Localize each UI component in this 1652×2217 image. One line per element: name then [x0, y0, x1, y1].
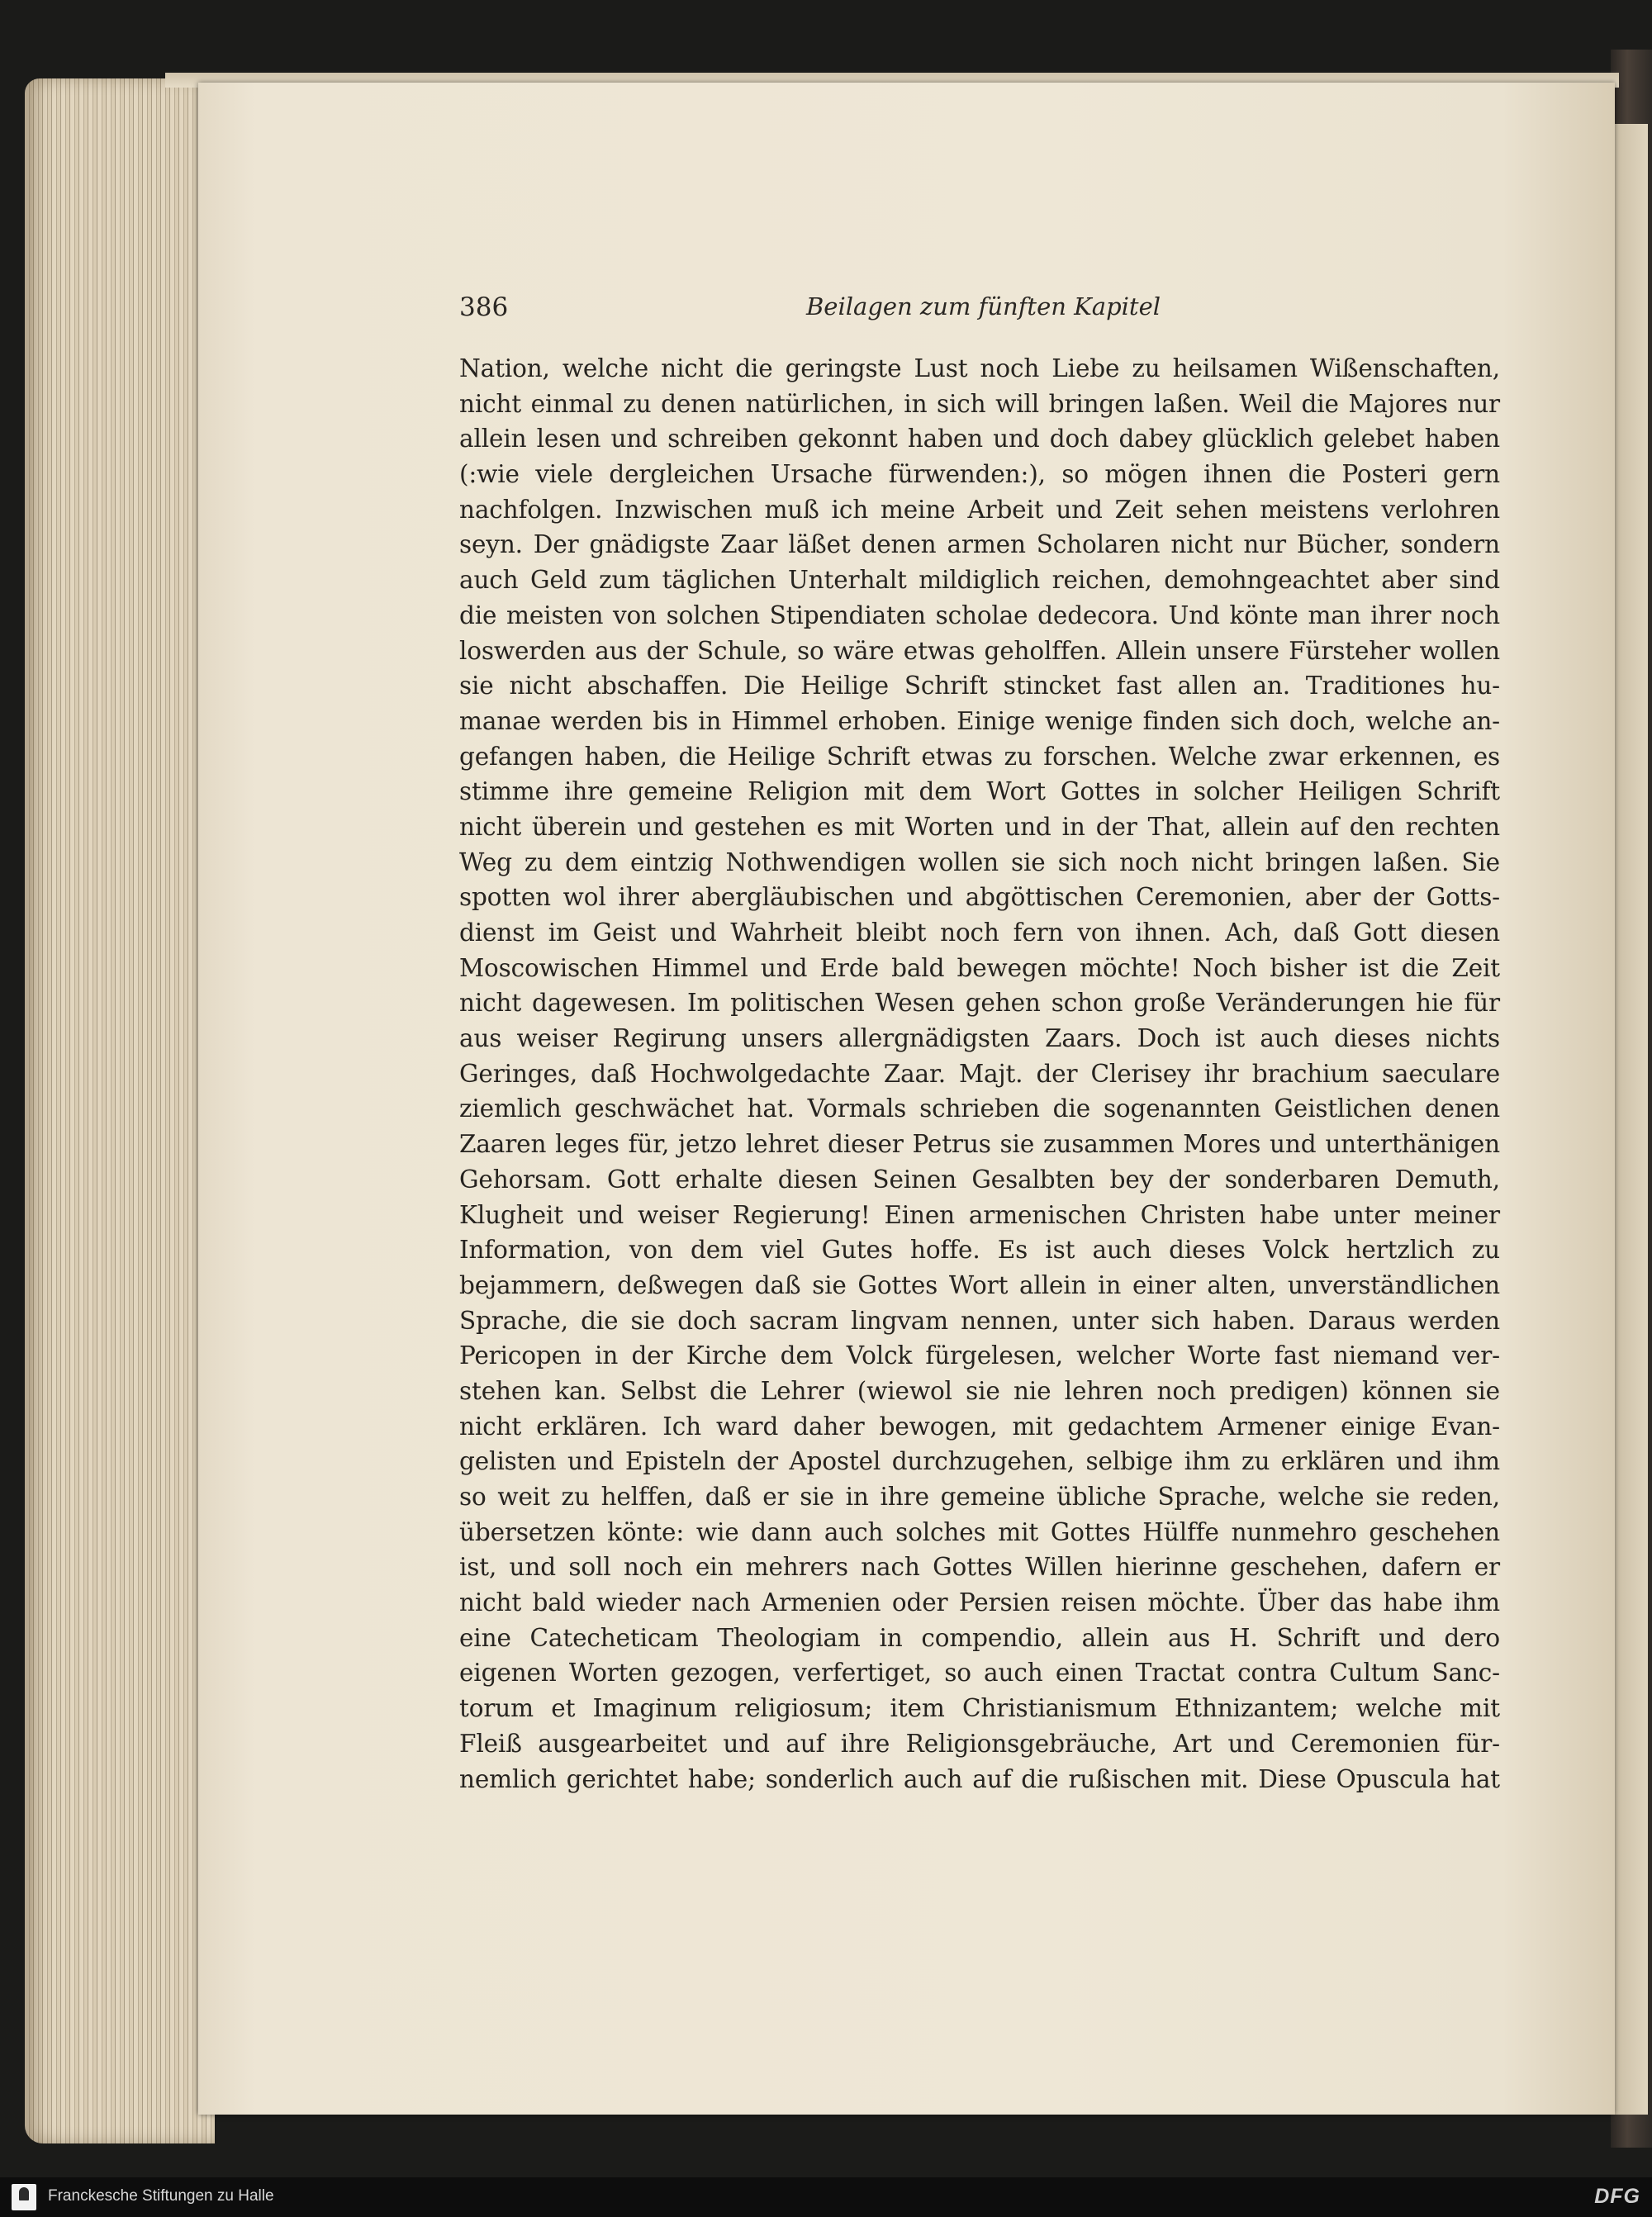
- text-line: Nation, welche nicht die geringste Lust noch Liebe zu heilsamen Wißenschaften,: [459, 354, 1500, 382]
- text-line: eigenen Worten gezogen, verfertiget, so auch einen Tractat contra Cultum Sanc-: [459, 1659, 1500, 1688]
- text-line: nemlich gerichtet habe; sonderlich auch auf die rußischen mit. Diese Opuscula hat: [459, 1764, 1500, 1793]
- text-line: die meisten von solchen Stipendiaten scholae dedecora. Und könte man ihrer noch: [459, 601, 1500, 629]
- text-line: übersetzen könte: wie dann auch solches mit Gottes Hülffe nunmehro geschehen: [459, 1517, 1500, 1546]
- text-line: allein lesen und schreiben gekonnt haben und doch dabey glücklich gelebet haben: [459, 425, 1500, 453]
- text-line: torum et Imaginum religiosum; item Christianismum Ethnizantem; welche mit: [459, 1694, 1500, 1723]
- text-line: eine Catecheticam Theologiam in compendio, allein aus H. Schrift und dero: [459, 1623, 1500, 1652]
- text-line: Weg zu dem eintzig Nothwendigen wollen sie sich noch nicht bringen laßen. Sie: [459, 847, 1500, 876]
- text-line: so weit zu helffen, daß er sie in ihre gemeine übliche Sprache, welche sie reden,: [459, 1483, 1500, 1511]
- text-line: nicht erklären. Ich ward daher bewogen, mit gedachtem Armener einige Evan-: [459, 1412, 1500, 1441]
- text-line: ziemlich geschwächet hat. Vormals schrieben die sogenannten Geistlichen denen: [459, 1094, 1500, 1123]
- text-line: gelisten und Episteln der Apostel durchzugehen, selbige ihm zu erklären und ihm: [459, 1447, 1500, 1476]
- page-edges: [25, 78, 215, 2143]
- text-line: auch Geld zum täglichen Unterhalt mildiglich reichen, demohngeachtet aber sind: [459, 566, 1500, 595]
- page-number: 386: [459, 292, 509, 322]
- text-line: dienst im Geist und Wahrheit bleibt noch fern von ihnen. Ach, daß Gott diesen: [459, 919, 1500, 947]
- text-line: manae werden bis in Himmel erhoben. Einige wenige finden sich doch, welche an-: [459, 706, 1500, 735]
- text-line: Pericopen in der Kirche dem Volck fürgelesen, welcher Worte fast niemand ver-: [459, 1341, 1500, 1370]
- text-line: stimme ihre gemeine Religion mit dem Wort Gottes in solcher Heiligen Schrift: [459, 777, 1500, 806]
- text-line: bejammern, deßwegen daß sie Gottes Wort allein in einer alten, unverständlichen: [459, 1270, 1500, 1299]
- text-line: nicht überein und gestehen es mit Worten und in der That, allein auf den rechten: [459, 812, 1500, 841]
- text-line: Geringes, daß Hochwolgedachte Zaar. Majt. der Clerisey ihr brachium saeculare: [459, 1059, 1500, 1088]
- text-line: sie nicht abschaffen. Die Heilige Schrift stincket fast allen an. Traditiones hu-: [459, 672, 1500, 700]
- text-line: nicht bald wieder nach Armenien oder Persien reisen möchte. Über das habe ihm: [459, 1588, 1500, 1617]
- text-line: nicht dagewesen. Im politischen Wesen gehen schon große Veränderungen hie für: [459, 989, 1500, 1018]
- text-line: Zaaren leges für, jetzo lehret dieser Petrus sie zusammen Mores und unterthänigen: [459, 1130, 1500, 1159]
- text-line: Moscowischen Himmel und Erde bald bewegen möchte! Noch bisher ist die Zeit: [459, 953, 1500, 982]
- running-head: [459, 292, 1500, 329]
- text-line: Information, von dem viel Gutes hoffe. Es ist auch dieses Volck hertzlich zu: [459, 1236, 1500, 1265]
- text-line: Gehorsam. Gott erhalte diesen Seinen Gesalbten bey der sonderbaren Demuth,: [459, 1165, 1500, 1194]
- text-line: loswerden aus der Schule, so wäre etwas geholffen. Allein unsere Fürsteher wollen: [459, 636, 1500, 665]
- text-line: nicht einmal zu denen natürlichen, in sich will bringen laßen. Weil die Majores nur: [459, 389, 1500, 418]
- footer-bar: [0, 2177, 1652, 2217]
- text-line: seyn. Der gnädigste Zaar läßet denen armen Scholaren nicht nur Bücher, sondern: [459, 530, 1500, 559]
- dfg-logo[interactable]: DFG: [1594, 2185, 1640, 2208]
- body-text: [459, 351, 1500, 1797]
- text-line: Fleiß ausgearbeitet und auf ihre Religionsgebräuche, Art und Ceremonien für-: [459, 1729, 1500, 1758]
- running-title: Beilagen zum fünften Kapitel: [806, 292, 1161, 320]
- facing-page-edge: [1615, 124, 1648, 2115]
- text-line: Klugheit und weiser Regierung! Einen armenischen Christen habe unter meiner: [459, 1200, 1500, 1229]
- text-line: aus weiser Regirung unsers allergnädigsten Zaars. Doch ist auch dieses nichts: [459, 1024, 1500, 1053]
- institution-label[interactable]: Franckesche Stiftungen zu Halle: [48, 2187, 274, 2205]
- foundation-logo-icon[interactable]: [12, 2184, 36, 2210]
- text-line: gefangen haben, die Heilige Schrift etwas zu forschen. Welche zwar erkennen, es: [459, 742, 1500, 771]
- text-line: ist, und soll noch ein mehrers nach Gottes Willen hierinne geschehen, dafern er: [459, 1553, 1500, 1582]
- text-line: stehen kan. Selbst die Lehrer (wiewol sie nie lehren noch predigen) können sie: [459, 1376, 1500, 1405]
- text-line: (:wie viele dergleichen Ursache fürwenden:), so mögen ihnen die Posteri gern: [459, 460, 1500, 489]
- text-line: nachfolgen. Inzwischen muß ich meine Arbeit und Zeit sehen meistens verlohren: [459, 495, 1500, 524]
- text-line: Sprache, die sie doch sacram lingvam nennen, unter sich haben. Daraus werden: [459, 1306, 1500, 1335]
- text-line: spotten wol ihrer abergläubischen und abgöttischen Ceremonien, aber der Gotts-: [459, 883, 1500, 912]
- foundation-logo-mark: [19, 2187, 29, 2200]
